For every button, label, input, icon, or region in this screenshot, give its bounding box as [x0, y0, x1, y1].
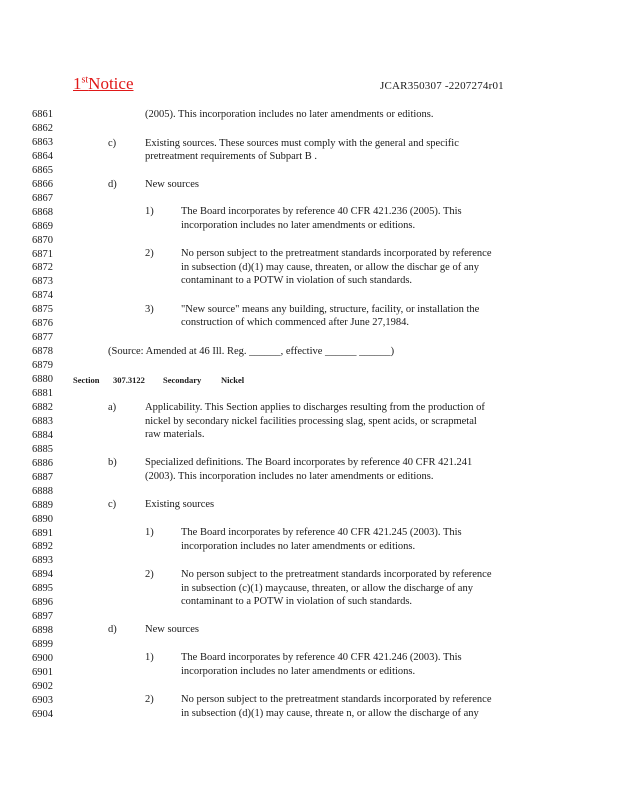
section-title: Nickel: [221, 375, 245, 385]
line-number: 6865: [32, 164, 53, 176]
line-number: 6881: [32, 388, 53, 399]
notice-heading: 1stNotice: [73, 74, 134, 93]
line-number: 6870: [32, 234, 53, 246]
line-number: 6872: [32, 262, 53, 274]
line-number: 6867: [32, 192, 53, 204]
line-number: 6890: [32, 513, 53, 525]
text-line: Applicability. This Section applies to discharges resulting from the production of: [145, 402, 485, 413]
text-line: raw materials.: [145, 429, 205, 440]
line-number: 6885: [32, 443, 53, 455]
text-line: construction of which commenced after June 27,1984.: [181, 317, 410, 328]
line-number: 6861: [32, 109, 53, 120]
line-number: 6876: [32, 318, 53, 330]
source-note: (Source: Amended at 46 Ill. Reg. ______, effective ______ ______): [108, 346, 395, 357]
line-number: 6868: [32, 206, 53, 218]
line-number: 6887: [32, 471, 53, 483]
line-number: 6891: [32, 527, 53, 539]
text-line: in subsection (d)(1) may cause, threaten, or allow the dischar ge of any: [181, 262, 479, 273]
list-marker: c): [108, 138, 117, 149]
list-marker: 1): [145, 527, 154, 538]
list-marker: 2): [145, 694, 154, 705]
text-line: incorporation includes no later amendments or editions.: [181, 666, 416, 677]
line-number: 6883: [32, 415, 53, 427]
text-line: in subsection (d)(1) may cause, threate n, or allow the discharge of any: [181, 708, 479, 719]
line-number: 6901: [32, 667, 53, 678]
text-line: The Board incorporates by reference 40 CFR 421.246 (2003). This: [181, 652, 462, 663]
line-number: 6869: [32, 220, 53, 232]
line-number: 6882: [32, 401, 53, 413]
document-code: JCAR350307 -2207274r01: [380, 80, 504, 92]
line-number: 6893: [32, 555, 53, 567]
line-number: 6898: [32, 625, 53, 637]
line-number: 6863: [32, 136, 53, 148]
text-line: Specialized definitions. The Board incorporates by reference 40 CFR 421.241: [145, 457, 473, 468]
text-line: No person subject to the pretreatment standards incorporated by reference: [181, 694, 492, 705]
line-number: 6871: [32, 248, 53, 260]
list-marker: d): [108, 624, 117, 635]
line-number: 6895: [32, 583, 53, 595]
text-line: (2005). This incorporation includes no later amendments or editions.: [145, 109, 434, 120]
line-number: 6877: [32, 332, 53, 344]
line-number: 6875: [32, 304, 53, 316]
list-marker: b): [108, 457, 117, 468]
text-line: contaminant to a POTW in violation of such standards.: [181, 275, 413, 286]
text-line: in subsection (c)(1) maycause, threaten, or allow the discharge of any: [181, 583, 473, 594]
line-number: 6862: [32, 122, 53, 134]
line-number: 6884: [32, 429, 53, 441]
line-number: 6873: [32, 276, 53, 288]
text-line: incorporation includes no later amendments or editions.: [181, 220, 416, 231]
line-number: 6888: [32, 485, 53, 497]
text-line: incorporation includes no later amendments or editions.: [181, 541, 416, 552]
line-number: 6904: [32, 708, 53, 720]
line-number: 6896: [32, 597, 53, 609]
text-line: The Board incorporates by reference 40 CFR 421.236 (2005). This: [181, 206, 462, 217]
list-marker: 1): [145, 652, 154, 663]
list-marker: 3): [145, 304, 154, 315]
text-line: New sources: [145, 179, 199, 190]
list-marker: 2): [145, 569, 154, 580]
list-marker: 1): [145, 206, 154, 217]
section-title: Secondary: [163, 375, 202, 385]
line-number: 6892: [32, 541, 53, 553]
text-line: contaminant to a POTW in violation of such standards.: [181, 596, 413, 607]
text-line: No person subject to the pretreatment standards incorporated by reference: [181, 248, 492, 259]
section-number: 307.3122: [113, 375, 145, 385]
line-number: 6897: [32, 611, 53, 623]
line-number: 6886: [32, 457, 53, 469]
line-number: 6866: [32, 178, 53, 190]
text-line: Existing sources. These sources must comply with the general and specific: [145, 138, 459, 149]
line-number: 6889: [32, 499, 53, 511]
text-line: No person subject to the pretreatment standards incorporated by reference: [181, 569, 492, 580]
text-line: (2003). This incorporation includes no later amendments or editions.: [145, 471, 434, 482]
list-marker: a): [108, 402, 117, 413]
text-line: pretreatment requirements of Subpart B .: [145, 151, 318, 162]
text-line: The Board incorporates by reference 40 CFR 421.245 (2003). This: [181, 527, 462, 538]
line-number: 6880: [32, 374, 53, 386]
list-marker: c): [108, 499, 117, 510]
line-number: 6879: [32, 360, 53, 372]
text-line: "New source" means any building, structure, facility, or installation the: [181, 304, 480, 315]
text-line: nickel by secondary nickel facilities processing slag, spent acids, or scrapmetal: [145, 416, 477, 427]
line-number: 6874: [32, 290, 53, 302]
text-line: New sources: [145, 624, 199, 635]
line-number: 6900: [32, 653, 53, 665]
list-marker: 2): [145, 248, 154, 259]
line-number: 6903: [32, 694, 53, 706]
line-number: 6878: [32, 346, 53, 358]
line-number: 6864: [32, 150, 53, 162]
list-marker: d): [108, 179, 117, 190]
line-number: 6899: [32, 639, 53, 651]
line-number: 6894: [32, 569, 53, 581]
line-number: 6902: [32, 680, 53, 692]
section-label: Section: [73, 375, 100, 385]
text-line: Existing sources: [145, 499, 215, 510]
